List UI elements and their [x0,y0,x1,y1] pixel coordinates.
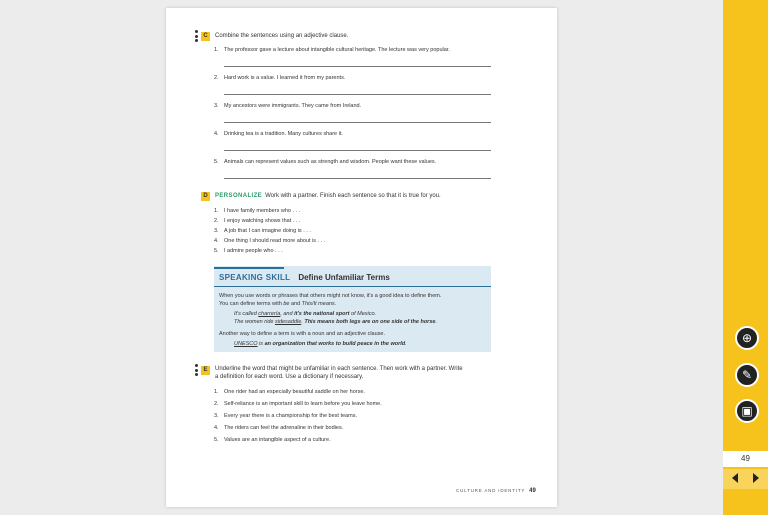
answer-line[interactable] [224,122,491,123]
footer-chapter: CULTURE AND IDENTITY [456,488,526,493]
footer-page-number: 49 [529,488,536,494]
section-e-letter: E [201,366,210,375]
list-item: 1. I have family members who . . . [214,208,301,214]
prev-page-icon[interactable] [732,473,738,483]
list-item: 3. A job that I can imagine doing is . . . [214,228,311,234]
list-item: 5. Values are an intangible aspect of a culture. [214,437,331,443]
skill-intro-3: Another way to define a term is with a noun and an adjective clause. [219,331,386,337]
activity-menu-icon[interactable] [195,364,198,378]
list-item: 5. Animals can represent values such as strength and wisdom. People want these values. [214,159,437,165]
section-e-instruction: Underline the word that might be unfamiliar in each sentence. Then work with a partner. Write [215,366,463,372]
zoom-icon[interactable]: ⊕ [735,326,759,350]
skill-divider [214,286,491,287]
list-item: 4. The riders can feel the adrenaline in their bodies. [214,425,344,431]
answer-line[interactable] [224,178,491,179]
list-item: 4. Drinking tea is a tradition. Many cultures share it. [214,131,343,137]
list-item: 2. I enjoy watching shows that . . . [214,218,301,224]
skill-accent-bar [214,267,284,269]
list-item: 4. One thing I should read more about is . . . [214,238,326,244]
activity-menu-icon[interactable] [195,30,198,44]
section-d-letter: D [201,192,210,201]
book-icon[interactable]: ▣ [735,399,759,423]
list-item: 1. The professor gave a lecture about intangible cultural heritage. The lecture was very popular. [214,47,450,53]
skill-title: Define Unfamiliar Terms [298,273,390,282]
list-item: 2. Self-reliance is an important skill to learn before you leave home. [214,401,382,407]
section-c-instruction: Combine the sentences using an adjective clause. [215,33,349,39]
list-item: 2. Hard work is a value. I learned it from my parents. [214,75,346,81]
personalize-label: PERSONALIZE [215,193,263,199]
section-c-letter: C [201,32,210,41]
answer-line[interactable] [224,66,491,67]
page-footer [456,488,536,494]
skill-example: It's called charrería, and it's the national sport of Mexico. [234,311,377,317]
answer-line[interactable] [224,94,491,95]
list-item: 3. My ancestors were immigrants. They came from Ireland. [214,103,362,109]
skill-intro-2: You can define terms with be and This/It means. [219,301,337,307]
skill-intro: When you use words or phrases that others might not know, it's a good idea to define them. [219,293,442,299]
page-navigation [723,469,768,489]
list-item: 1. One rider had an especially beautiful saddle on her horse. [214,389,365,395]
skill-example: The women ride sidesaddle. This means both legs are on one side of the horse. [234,319,437,325]
textbook-page [166,8,557,507]
section-d-instruction: PERSONALIZE Work with a partner. Finish each sentence so that it is true for you. [215,193,441,199]
section-e-instruction-2: a definition for each word. Use a dictionary if necessary. [215,374,364,380]
skill-label: SPEAKING SKILL [219,273,291,282]
list-item: 5. I admire people who . . . [214,248,283,254]
skill-example: UNESCO is an organization that works to build peace in the world. [234,341,407,347]
answer-line[interactable] [224,150,491,151]
list-item: 3. Every year there is a championship for the best teams. [214,413,357,419]
next-page-icon[interactable] [753,473,759,483]
page-number-field[interactable]: 49 [723,451,768,467]
reader-sidebar [723,0,768,515]
pencil-icon[interactable]: ✎ [735,363,759,387]
skill-heading [219,273,390,282]
